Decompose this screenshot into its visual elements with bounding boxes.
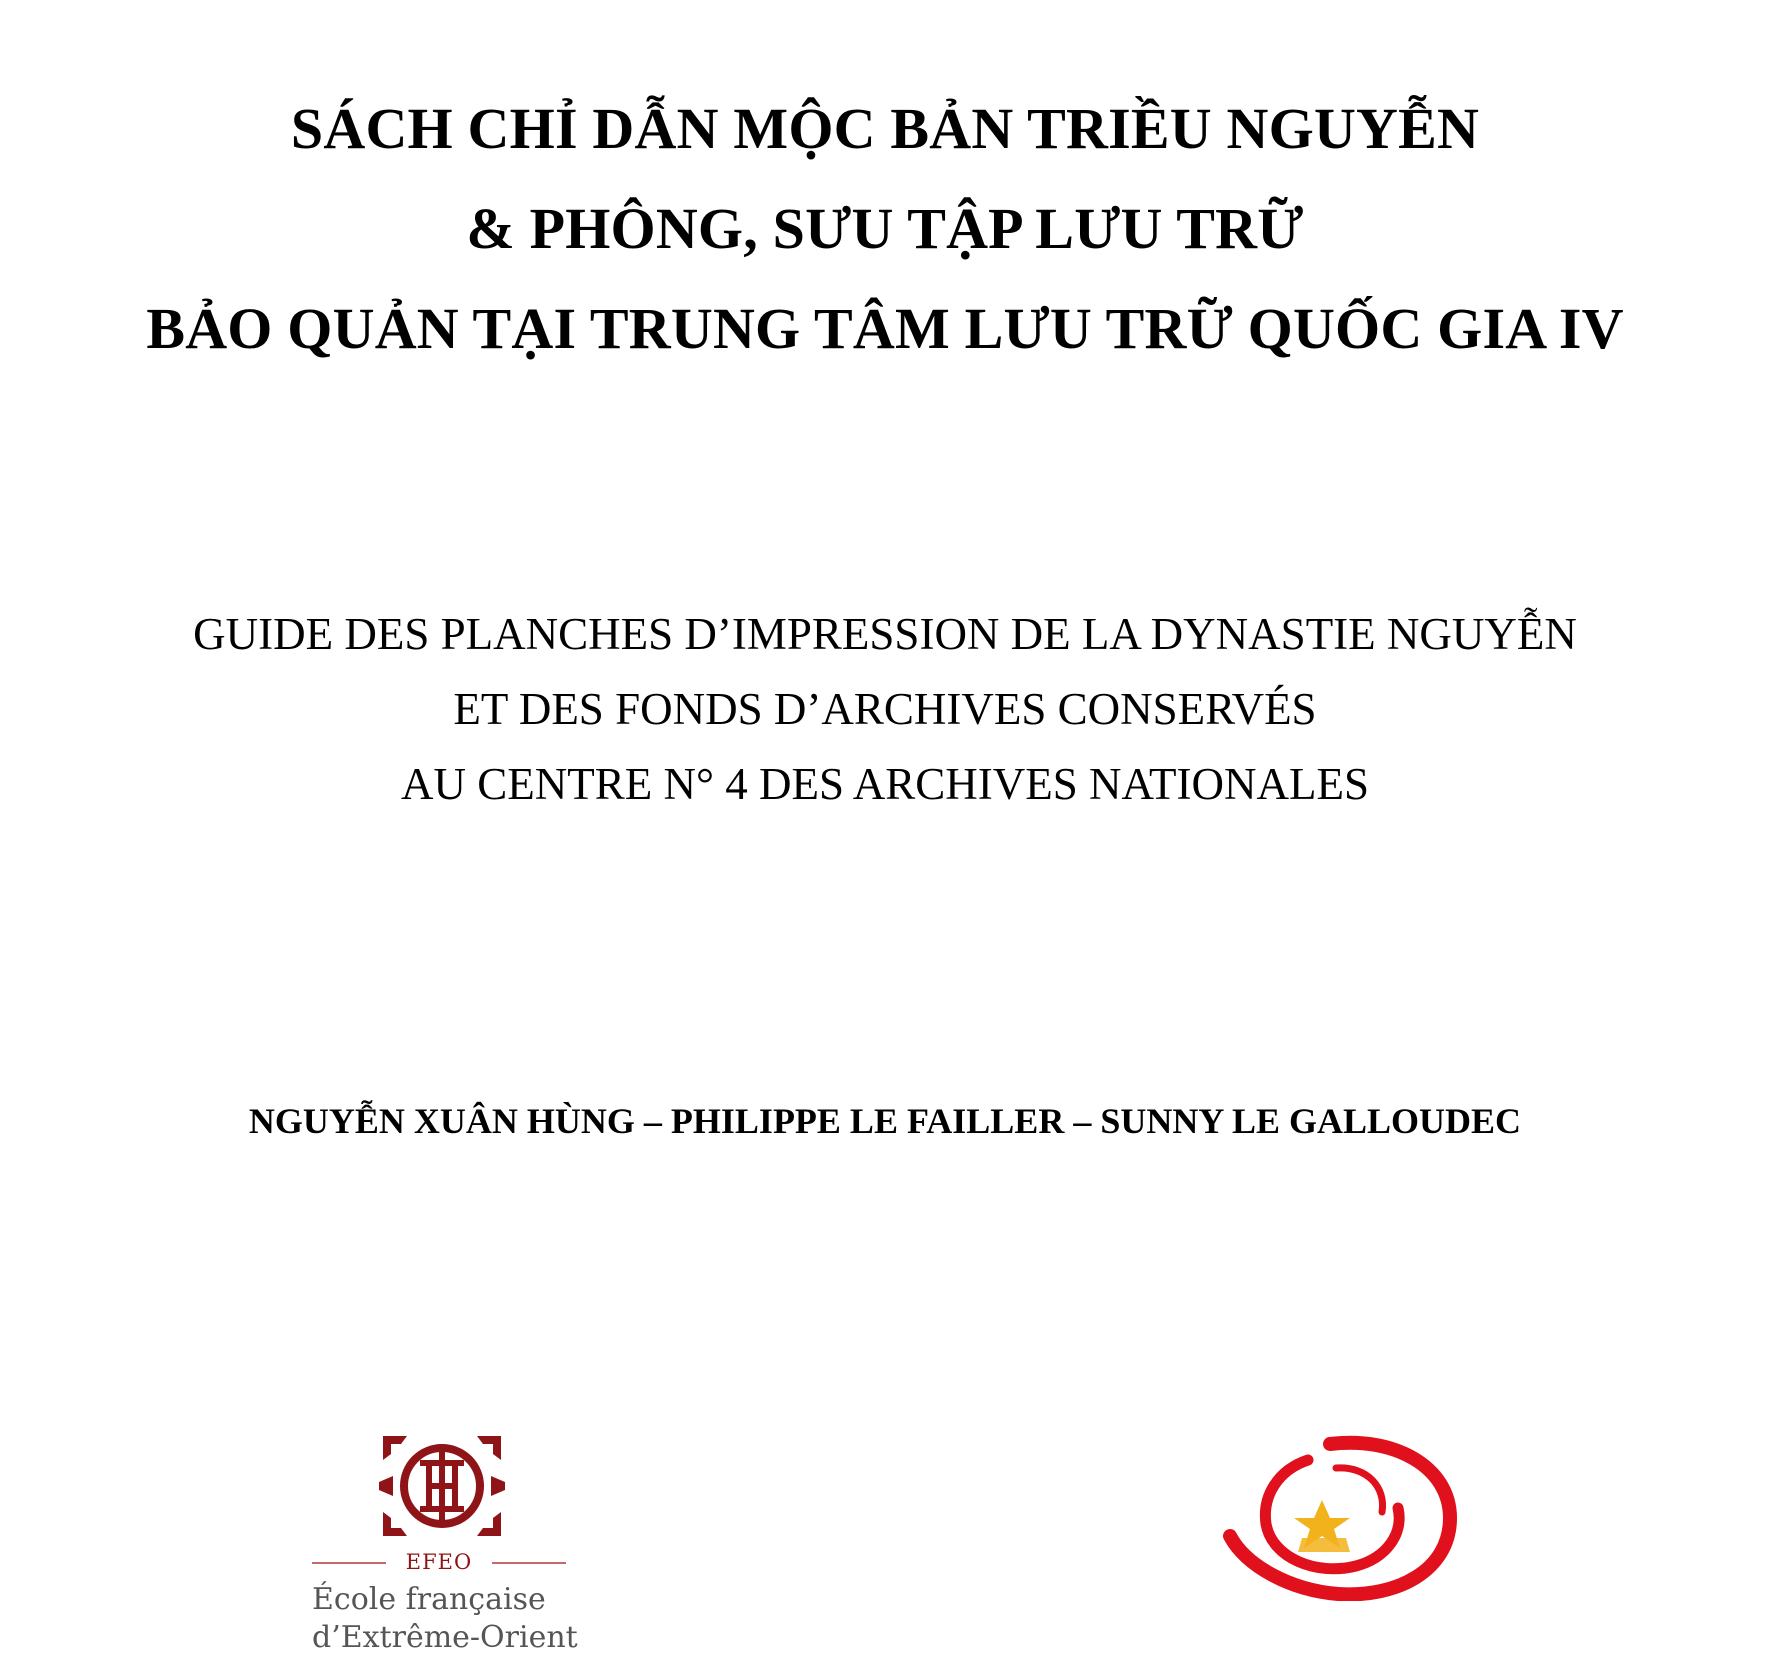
title-line-3: BẢO QUẢN TẠI TRUNG TÂM LƯU TRỮ QUỐC GIA IV: [146, 296, 1624, 361]
french-title-line-3: AU CENTRE N° 4 DES ARCHIVES NATIONALES: [400, 759, 1369, 809]
efeo-label-row: [312, 1548, 566, 1576]
french-title-line-2: ET DES FONDS D’ARCHIVES CONSERVÉS: [453, 684, 1317, 734]
efeo-name-line-1: École française: [312, 1582, 546, 1617]
authors-line: NGUYỄN XUÂN HÙNG – PHILIPPE LE FAILLER – SUNNY LE GALLOUDEC: [248, 1101, 1522, 1141]
title-line-1: SÁCH CHỈ DẪN MỘC BẢN TRIỀU NGUYỄN: [290, 96, 1480, 161]
national-archives-logo-icon: [1218, 1426, 1458, 1601]
efeo-acronym: EFEO: [405, 1550, 473, 1574]
efeo-logo: [312, 1430, 578, 1660]
efeo-name-line-2: d’Extrême-Orient: [312, 1620, 578, 1655]
efeo-emblem-icon: [379, 1430, 505, 1542]
title-line-2: & PHÔNG, SƯU TẬP LƯU TRỮ: [466, 196, 1304, 261]
french-title-line-1: GUIDE DES PLANCHES D’IMPRESSION DE LA DYNASTIE NGUYỄN: [193, 609, 1577, 659]
